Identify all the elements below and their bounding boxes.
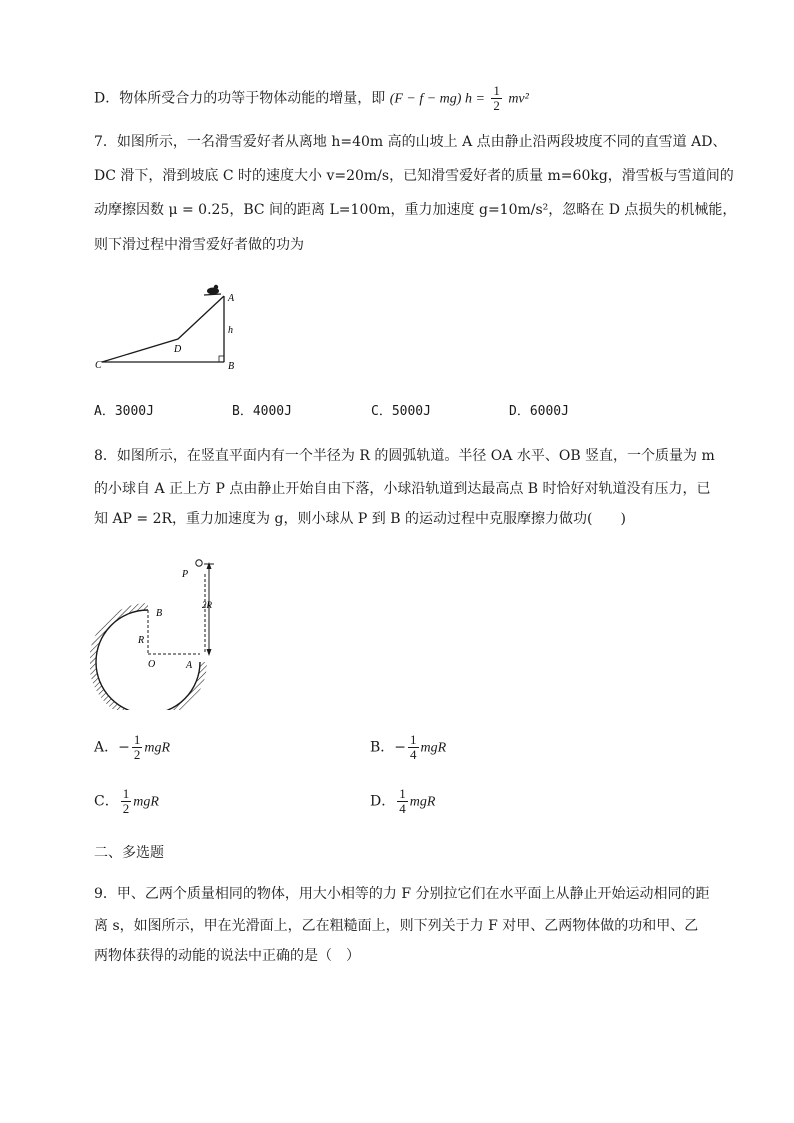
q7-option-a[interactable]: A．3000J xyxy=(94,404,154,419)
fraction-denominator: 2 xyxy=(122,801,130,816)
q8-option-a[interactable] xyxy=(94,733,170,762)
option-expression: mgR xyxy=(409,794,436,810)
q8-label-o: O xyxy=(148,659,156,670)
q8-option-c[interactable] xyxy=(94,787,159,816)
skier-icon xyxy=(204,285,221,295)
q7-label-c: C xyxy=(95,360,102,371)
option-expression: mgR xyxy=(420,740,447,756)
option-fraction xyxy=(408,733,419,762)
option-sign: − xyxy=(118,739,130,756)
q6-option-d-fraction xyxy=(491,84,502,113)
q8-label-r: R xyxy=(138,635,145,646)
q7-label-d: D xyxy=(174,344,182,355)
option-label: B． xyxy=(370,739,395,756)
q8-label-p: P xyxy=(182,569,189,580)
fraction-denominator: 4 xyxy=(410,747,417,762)
fraction-numerator: 1 xyxy=(399,786,406,801)
option-fraction xyxy=(397,787,408,816)
fraction-denominator: 2 xyxy=(133,747,141,762)
fraction-numerator: 1 xyxy=(493,83,500,98)
option-expression: mgR xyxy=(144,740,171,756)
q7-label-a: A xyxy=(228,293,235,304)
q8-stem-line2: 的小球自 A 正上方 P 点由静止开始自由下落，小球沿轨道到达最高点 B 时恰好对轨道没有压力，已 xyxy=(94,481,711,497)
fraction-numerator: 1 xyxy=(133,732,141,747)
q8-label-b: B xyxy=(156,608,163,619)
q7-label-b: B xyxy=(228,361,235,372)
q7-stem-line1: 7．如图所示，一名滑雪爱好者从离地 h=40m 高的山坡上 A 点由静止沿两段坡度不同的直雪道 AD、 xyxy=(94,134,727,150)
q7-figure xyxy=(92,282,252,374)
fraction-denominator: 4 xyxy=(399,801,406,816)
fraction-denominator: 2 xyxy=(493,98,500,113)
q8-ball xyxy=(196,560,202,566)
q7-stem-line3: 动摩擦因数 μ = 0.25，BC 间的距离 L=100m，重力加速度 g=10m/s²，忽略在 D 点损失的机械能， xyxy=(94,202,737,218)
q9-stem-line2: 离 s，如图所示，甲在光滑面上，乙在粗糙面上，则下列关于力 F 对甲、乙两物体做的功和甲、乙 xyxy=(94,918,699,934)
q7-slope-lines xyxy=(102,296,224,362)
q7-stem-line2: DC 滑下，滑到坡底 C 时的速度大小 v=20m/s，已知滑雪爱好者的质量 m=60kg，滑雪板与雪道间的 xyxy=(94,168,734,184)
q8-figure xyxy=(90,550,225,710)
q9-stem-line3: 两物体获得的动能的说法中正确的是（ ） xyxy=(94,948,360,964)
q8-label-a: A xyxy=(186,660,193,671)
q9-stem-line1: 9．甲、乙两个质量相同的物体，用大小相等的力 F 分别拉它们在水平面上从静止开始运动相同的距 xyxy=(94,886,710,902)
q7-option-d[interactable]: D．6000J xyxy=(509,404,569,419)
option-label: A． xyxy=(94,739,119,756)
q7-label-h: h xyxy=(228,325,233,336)
q6-option-d xyxy=(94,84,529,113)
option-fraction xyxy=(121,787,132,816)
q8-stem-line3: 知 AP = 2R，重力加速度为 g，则小球从 P 到 B 的运动过程中克服摩擦力做功( ) xyxy=(94,511,626,527)
option-sign: − xyxy=(394,739,407,756)
q8-label-2r: 2R xyxy=(202,600,212,610)
option-label: D． xyxy=(370,793,396,810)
option-label: C． xyxy=(94,793,119,810)
fraction-numerator: 1 xyxy=(410,732,417,747)
section-title: 二、多选题 xyxy=(94,845,164,861)
option-expression: mgR xyxy=(133,794,159,810)
q7-stem-line4: 则下滑过程中滑雪爱好者做的功为 xyxy=(94,237,304,253)
q6-option-d-text: D．物体所受合力的功等于物体动能的增量，即 xyxy=(94,90,386,107)
q7-option-c[interactable]: C．5000J xyxy=(371,404,431,419)
q8-option-b[interactable] xyxy=(370,733,446,762)
q6-option-d-eq-right: mv² xyxy=(508,91,529,107)
fraction-numerator: 1 xyxy=(122,786,130,801)
q6-option-d-eq-left: (F − f − mg) h = xyxy=(389,91,485,107)
q8-stem-line1: 8．如图所示，在竖直平面内有一个半径为 R 的圆弧轨道。半径 OA 水平、OB 竖直，一个质量为 m xyxy=(94,448,715,464)
q7-option-b[interactable]: B．4000J xyxy=(232,404,292,419)
q8-option-d[interactable] xyxy=(370,787,435,816)
option-fraction xyxy=(132,733,143,762)
